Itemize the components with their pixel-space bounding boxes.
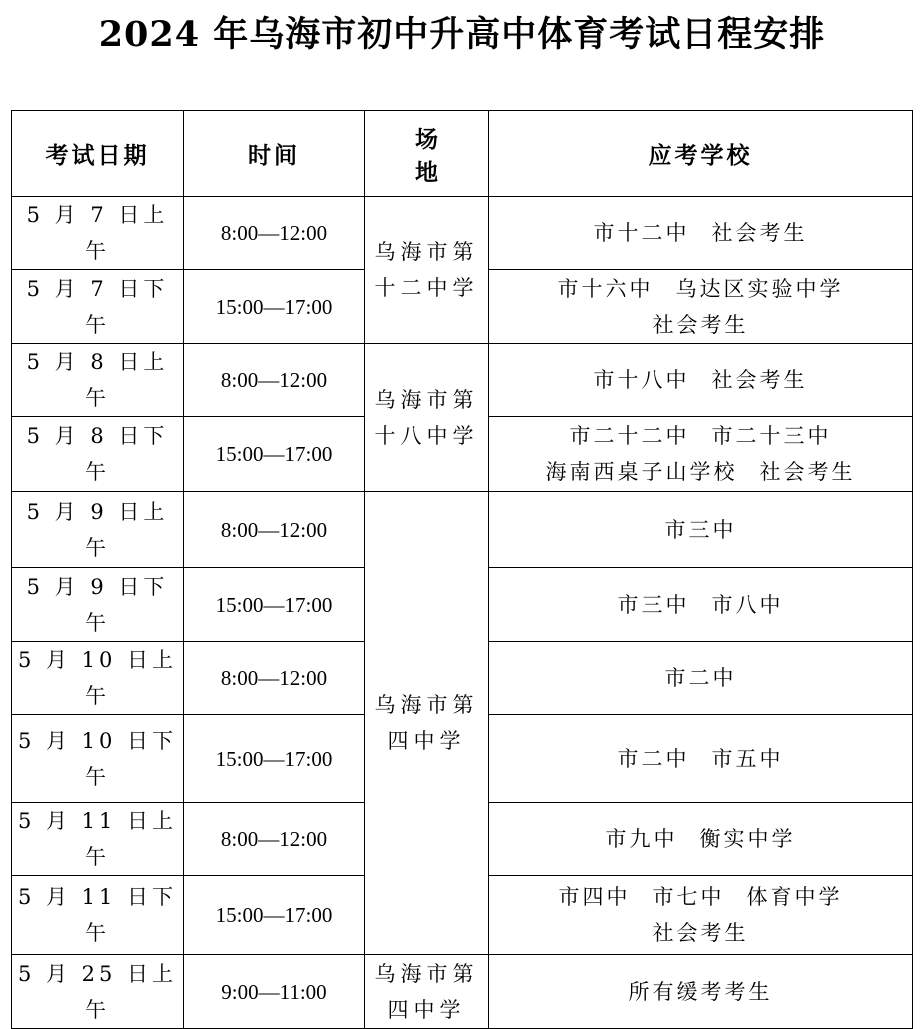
venue-cell: 乌海市第十二中学 [365,197,489,344]
school-name: 社会考生 [759,460,856,484]
table-row [12,955,913,1029]
school-line [493,512,908,548]
school-name: 体育中学 [746,885,843,909]
header-row [12,111,913,197]
school-line [493,660,908,696]
school-name: 市九中 [605,827,678,851]
time-cell: 15:00—17:00 [184,715,365,803]
school-name: 所有缓考考生 [628,979,773,1004]
date-cell: 5 月 8 日下午 [12,417,184,492]
schools-cell [489,344,913,417]
page-title: 2024 年乌海市初中升高中体育考试日程安排 [98,14,826,55]
time-cell: 15:00—17:00 [184,568,365,642]
school-line [493,271,908,307]
header-schools: 应考学校 [489,111,913,197]
schools-cell [489,642,913,715]
date-cell: 5 月 10 日上午 [12,642,184,715]
time-cell: 8:00—12:00 [184,344,365,417]
school-line [493,879,908,915]
schools-cell [489,492,913,568]
school-name: 衡实中学 [699,827,796,851]
school-line [493,915,908,951]
schools-cell [489,270,913,344]
venue-cell: 乌海市第十八中学 [365,344,489,492]
school-name: 市二十三中 [711,424,832,448]
time-cell: 8:00—12:00 [184,642,365,715]
school-name: 社会考生 [711,221,808,245]
school-line [493,974,908,1010]
school-line [493,587,908,623]
time-cell: 8:00—12:00 [184,197,365,270]
time-cell: 8:00—12:00 [184,803,365,876]
school-line [493,454,908,490]
date-cell: 5 月 11 日上午 [12,803,184,876]
school-name: 市八中 [711,592,784,617]
school-name: 社会考生 [711,368,808,392]
school-name: 市七中 [652,885,725,909]
venue-cell: 乌海市第四中学 [365,955,489,1029]
school-name: 市二中 [617,746,690,771]
date-cell: 5 月 7 日上午 [12,197,184,270]
school-name: 社会考生 [652,312,749,337]
table-row [12,197,913,270]
school-line [493,821,908,857]
schools-cell [489,715,913,803]
time-cell: 15:00—17:00 [184,417,365,492]
table-row [12,344,913,417]
schools-cell [489,417,913,492]
date-cell: 5 月 8 日上午 [12,344,184,417]
school-line [493,418,908,454]
date-cell: 5 月 9 日上午 [12,492,184,568]
time-cell: 8:00—12:00 [184,492,365,568]
school-name: 市三中 [664,517,737,542]
time-cell: 9:00—11:00 [184,955,365,1029]
date-cell: 5 月 10 日下午 [12,715,184,803]
venue-cell: 乌海市第四中学 [365,492,489,955]
date-cell: 5 月 7 日下午 [12,270,184,344]
school-name: 海南西桌子山学校 [545,460,738,484]
schools-cell [489,197,913,270]
schools-cell [489,568,913,642]
schedule-table [11,110,913,1029]
school-line [493,215,908,251]
date-cell: 5 月 9 日下午 [12,568,184,642]
time-cell: 15:00—17:00 [184,876,365,955]
schools-cell [489,955,913,1029]
school-name: 市十六中 [557,276,654,301]
school-name: 市二中 [664,666,737,690]
school-name: 市十八中 [593,368,690,392]
school-name: 乌达区实验中学 [675,276,844,301]
school-name: 市五中 [711,746,784,771]
school-name: 市三中 [617,592,690,617]
school-name: 市二十二中 [569,424,690,448]
date-cell: 5 月 11 日下午 [12,876,184,955]
header-date: 考试日期 [12,111,184,197]
schools-cell [489,803,913,876]
header-venue: 场 地 [365,111,489,197]
school-name: 社会考生 [652,921,749,945]
schools-cell [489,876,913,955]
time-cell: 15:00—17:00 [184,270,365,344]
table-row [12,492,913,568]
header-time: 时间 [184,111,365,197]
school-line [493,741,908,777]
school-name: 市十二中 [593,221,690,245]
school-line [493,362,908,398]
school-line [493,307,908,343]
date-cell: 5 月 25 日上午 [12,955,184,1029]
school-name: 市四中 [558,885,631,909]
